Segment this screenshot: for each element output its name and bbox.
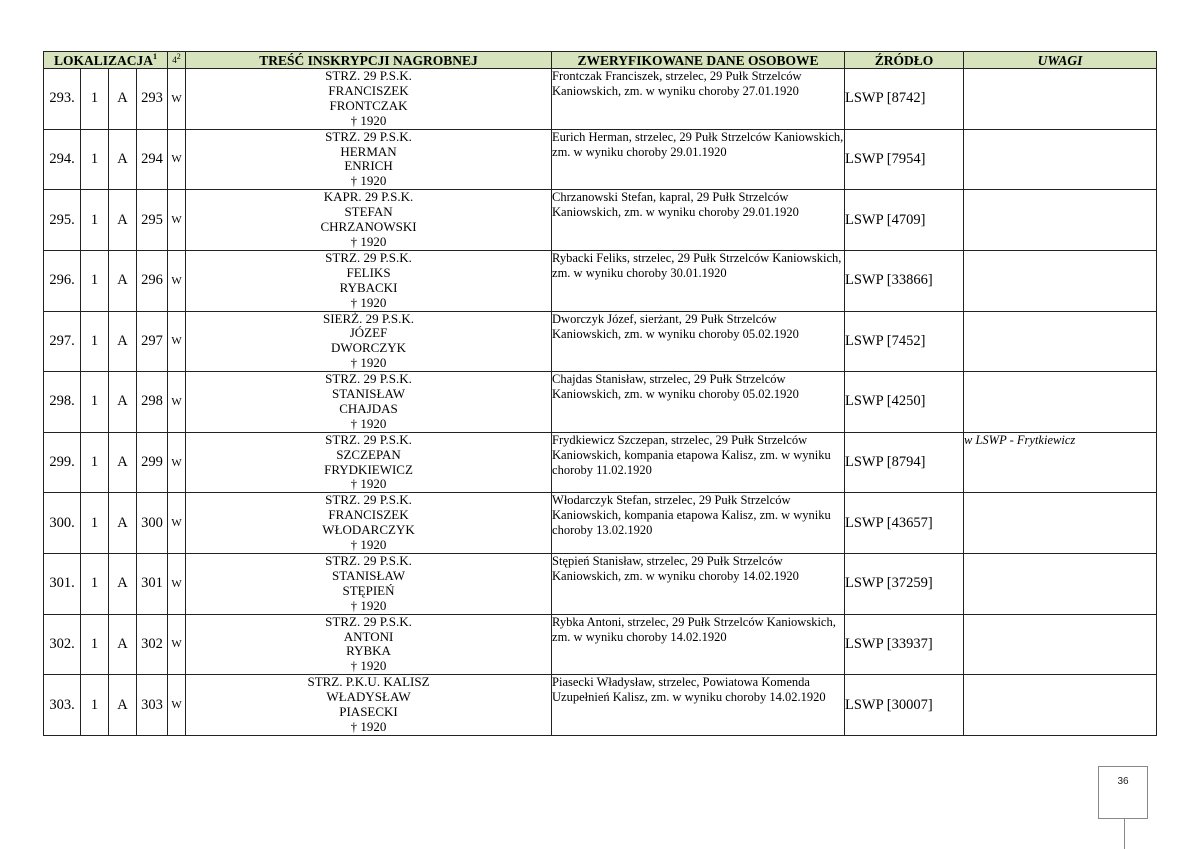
row-type: W [168, 69, 186, 130]
inscription-line: KAPR. 29 P.S.K. [323, 189, 414, 205]
inscription-line: ANTONI [343, 628, 394, 644]
row-sector: 1 [81, 69, 109, 130]
verified-data-cell: Frontczak Franciszek, strzelec, 29 Pułk Strzelców Kaniowskich, zm. w wyniku choroby 27.01.1920 [552, 69, 845, 130]
table-row [44, 614, 1157, 675]
page-number-box [1098, 766, 1148, 819]
row-number: 303. [44, 675, 81, 736]
header-tresc: TREŚĆ INSKRYPCJI NAGROBNEJ [186, 52, 552, 69]
row-sector: 1 [81, 614, 109, 675]
inscription-line: WŁADYSŁAW [326, 689, 411, 705]
verified-data-cell: Stępień Stanisław, strzelec, 29 Pułk Strzelców Kaniowskich, zm. w wyniku choroby 14.02.1920 [552, 554, 845, 615]
notes-cell [964, 129, 1157, 190]
inscription-line: † 1920 [350, 537, 387, 553]
row-quarter: A [109, 372, 137, 433]
inscription-line: STRZ. 29 P.S.K. [325, 613, 412, 629]
inscription-line: † 1920 [350, 718, 387, 734]
row-type: W [168, 432, 186, 493]
source-cell: LSWP [33937] [845, 614, 964, 675]
inscription-line: FRONTCZAK [329, 97, 408, 113]
header-lokalizacja: LOKALIZACJA$^1$ [44, 52, 168, 69]
inscription-line: STEFAN [344, 204, 393, 220]
inscription-cell [186, 675, 552, 736]
inscription-line: STRZ. P.K.U. KALISZ [307, 674, 430, 690]
row-grave-number: 296 [137, 250, 168, 311]
row-number: 299. [44, 432, 81, 493]
row-sector: 1 [81, 311, 109, 372]
notes-cell [964, 190, 1157, 251]
row-grave-number: 299 [137, 432, 168, 493]
inscription-line: ENRICH [344, 158, 393, 174]
header-dane: ZWERYFIKOWANE DANE OSOBOWE [552, 52, 845, 69]
row-type: W [168, 311, 186, 372]
source-cell: LSWP [4250] [845, 372, 964, 433]
header-row [44, 52, 1157, 69]
row-quarter: A [109, 69, 137, 130]
table-row [44, 250, 1157, 311]
table-row [44, 311, 1157, 372]
inscription-cell [186, 69, 552, 130]
row-grave-number: 297 [137, 311, 168, 372]
verified-data-cell: Piasecki Władysław, strzelec, Powiatowa Komenda Uzupełnień Kalisz, zm. w wyniku choroby 14.02.1920 [552, 675, 845, 736]
table-row [44, 432, 1157, 493]
notes-cell [964, 493, 1157, 554]
verified-data-cell: Rybka Antoni, strzelec, 29 Pułk Strzelców Kaniowskich, zm. w wyniku choroby 14.02.1920 [552, 614, 845, 675]
inscription-line: STANISŁAW [332, 567, 406, 583]
inscription-line: PIASECKI [339, 704, 398, 720]
row-number: 293. [44, 69, 81, 130]
row-sector: 1 [81, 372, 109, 433]
source-cell: LSWP [8742] [845, 69, 964, 130]
inscription-line: RYBKA [346, 643, 391, 659]
inscription-line: HERMAN [340, 143, 397, 159]
row-sector: 1 [81, 432, 109, 493]
table-row [44, 675, 1157, 736]
row-number: 294. [44, 129, 81, 190]
row-sector: 1 [81, 675, 109, 736]
verified-data-cell: Rybacki Feliks, strzelec, 29 Pułk Strzelców Kaniowskich, zm. w wyniku choroby 30.01.1920 [552, 250, 845, 311]
inscription-line: † 1920 [350, 112, 387, 128]
row-grave-number: 302 [137, 614, 168, 675]
notes-cell [964, 311, 1157, 372]
inscription-line: † 1920 [350, 355, 387, 371]
inscription-line: CHRZANOWSKI [320, 219, 417, 235]
row-number: 295. [44, 190, 81, 251]
source-cell: LSWP [30007] [845, 675, 964, 736]
row-quarter: A [109, 614, 137, 675]
notes-cell [964, 250, 1157, 311]
row-number: 301. [44, 554, 81, 615]
inscription-line: STRZ. 29 P.S.K. [325, 128, 412, 144]
inscription-line: † 1920 [350, 233, 387, 249]
inscription-line: STANISŁAW [332, 386, 406, 402]
table-row [44, 69, 1157, 130]
source-cell: LSWP [7452] [845, 311, 964, 372]
row-type: W [168, 493, 186, 554]
inscription-line: FELIKS [346, 264, 391, 280]
inscription-line: † 1920 [350, 476, 387, 492]
notes-cell [964, 554, 1157, 615]
row-type: W [168, 129, 186, 190]
inscription-line: STRZ. 29 P.S.K. [325, 431, 412, 447]
row-sector: 1 [81, 493, 109, 554]
source-cell: LSWP [43657] [845, 493, 964, 554]
inscription-cell [186, 190, 552, 251]
verified-data-cell: Włodarczyk Stefan, strzelec, 29 Pułk Strzelców Kaniowskich, kompania etapowa Kalisz, zm. w wyniku choroby 13.02.1920 [552, 493, 845, 554]
inscription-line: STRZ. 29 P.S.K. [325, 553, 412, 568]
source-cell: LSWP [37259] [845, 554, 964, 615]
row-quarter: A [109, 554, 137, 615]
table-row [44, 554, 1157, 615]
row-type: W [168, 250, 186, 311]
row-quarter: A [109, 432, 137, 493]
row-type: W [168, 675, 186, 736]
row-sector: 1 [81, 129, 109, 190]
inscription-line: STRZ. 29 P.S.K. [325, 68, 412, 83]
row-sector: 1 [81, 554, 109, 615]
row-type: W [168, 190, 186, 251]
inscription-line: STRZ. 29 P.S.K. [325, 492, 412, 508]
graves-table [43, 51, 1157, 736]
notes-cell [964, 69, 1157, 130]
source-cell: LSWP [4709] [845, 190, 964, 251]
table-row [44, 129, 1157, 190]
row-grave-number: 293 [137, 69, 168, 130]
row-grave-number: 295 [137, 190, 168, 251]
row-quarter: A [109, 190, 137, 251]
table-row [44, 372, 1157, 433]
notes-cell [964, 614, 1157, 675]
header-col4: $4^2$ [168, 52, 186, 69]
notes-cell [964, 372, 1157, 433]
notes-cell [964, 675, 1157, 736]
row-sector: 1 [81, 250, 109, 311]
inscription-line: FRANCISZEK [328, 82, 409, 98]
inscription-line: DWORCZYK [330, 340, 407, 356]
row-type: W [168, 614, 186, 675]
row-number: 297. [44, 311, 81, 372]
row-grave-number: 301 [137, 554, 168, 615]
page-divider-line [1124, 818, 1125, 849]
inscription-line: JÓZEF [349, 325, 388, 341]
inscription-line: † 1920 [350, 415, 387, 431]
inscription-line: † 1920 [350, 294, 387, 310]
row-quarter: A [109, 311, 137, 372]
inscription-cell [186, 311, 552, 372]
row-sector: 1 [81, 190, 109, 251]
row-quarter: A [109, 129, 137, 190]
row-type: W [168, 372, 186, 433]
verified-data-cell: Frydkiewicz Szczepan, strzelec, 29 Pułk Strzelców Kaniowskich, kompania etapowa Kalisz, zm. w wyniku choroby 11.02.1920 [552, 432, 845, 493]
inscription-line: † 1920 [350, 173, 387, 189]
verified-data-cell: Chrzanowski Stefan, kapral, 29 Pułk Strzelców Kaniowskich, zm. w wyniku choroby 29.01.1920 [552, 190, 845, 251]
inscription-line: CHAJDAS [339, 400, 398, 416]
inscription-cell [186, 432, 552, 493]
inscription-line: RYBACKI [339, 279, 398, 295]
inscription-line: FRANCISZEK [328, 507, 409, 523]
source-cell: LSWP [8794] [845, 432, 964, 493]
inscription-line: SIERŻ. 29 P.S.K. [323, 310, 415, 326]
header-zrodlo: ŹRÓDŁO [845, 52, 964, 69]
notes-cell: w LSWP - Frytkiewicz [964, 432, 1157, 493]
row-number: 298. [44, 372, 81, 433]
page-number: 36 [1117, 776, 1129, 787]
inscription-line: STRZ. 29 P.S.K. [325, 249, 412, 265]
inscription-cell [186, 554, 552, 615]
row-type: W [168, 554, 186, 615]
row-quarter: A [109, 250, 137, 311]
row-grave-number: 298 [137, 372, 168, 433]
inscription-line: † 1920 [350, 658, 387, 674]
inscription-line: † 1920 [350, 597, 387, 613]
row-grave-number: 300 [137, 493, 168, 554]
row-number: 300. [44, 493, 81, 554]
row-grave-number: 294 [137, 129, 168, 190]
verified-data-cell: Eurich Herman, strzelec, 29 Pułk Strzelców Kaniowskich, zm. w wyniku choroby 29.01.1920 [552, 129, 845, 190]
inscription-cell [186, 250, 552, 311]
row-number: 296. [44, 250, 81, 311]
row-quarter: A [109, 675, 137, 736]
inscription-cell [186, 493, 552, 554]
inscription-line: WŁODARCZYK [322, 522, 415, 538]
inscription-cell [186, 129, 552, 190]
inscription-line: STĘPIEŃ [342, 582, 395, 598]
inscription-cell [186, 372, 552, 433]
row-grave-number: 303 [137, 675, 168, 736]
verified-data-cell: Chajdas Stanisław, strzelec, 29 Pułk Strzelców Kaniowskich, zm. w wyniku choroby 05.02.1920 [552, 372, 845, 433]
header-uwagi: UWAGI [964, 52, 1157, 69]
source-cell: LSWP [7954] [845, 129, 964, 190]
table-row [44, 493, 1157, 554]
inscription-line: SZCZEPAN [336, 446, 401, 462]
inscription-line: STRZ. 29 P.S.K. [325, 371, 412, 387]
inscription-cell [186, 614, 552, 675]
inscription-line: FRYDKIEWICZ [324, 461, 413, 477]
row-number: 302. [44, 614, 81, 675]
table-row [44, 190, 1157, 251]
row-quarter: A [109, 493, 137, 554]
source-cell: LSWP [33866] [845, 250, 964, 311]
verified-data-cell: Dworczyk Józef, sierżant, 29 Pułk Strzelców Kaniowskich, zm. w wyniku choroby 05.02.1920 [552, 311, 845, 372]
